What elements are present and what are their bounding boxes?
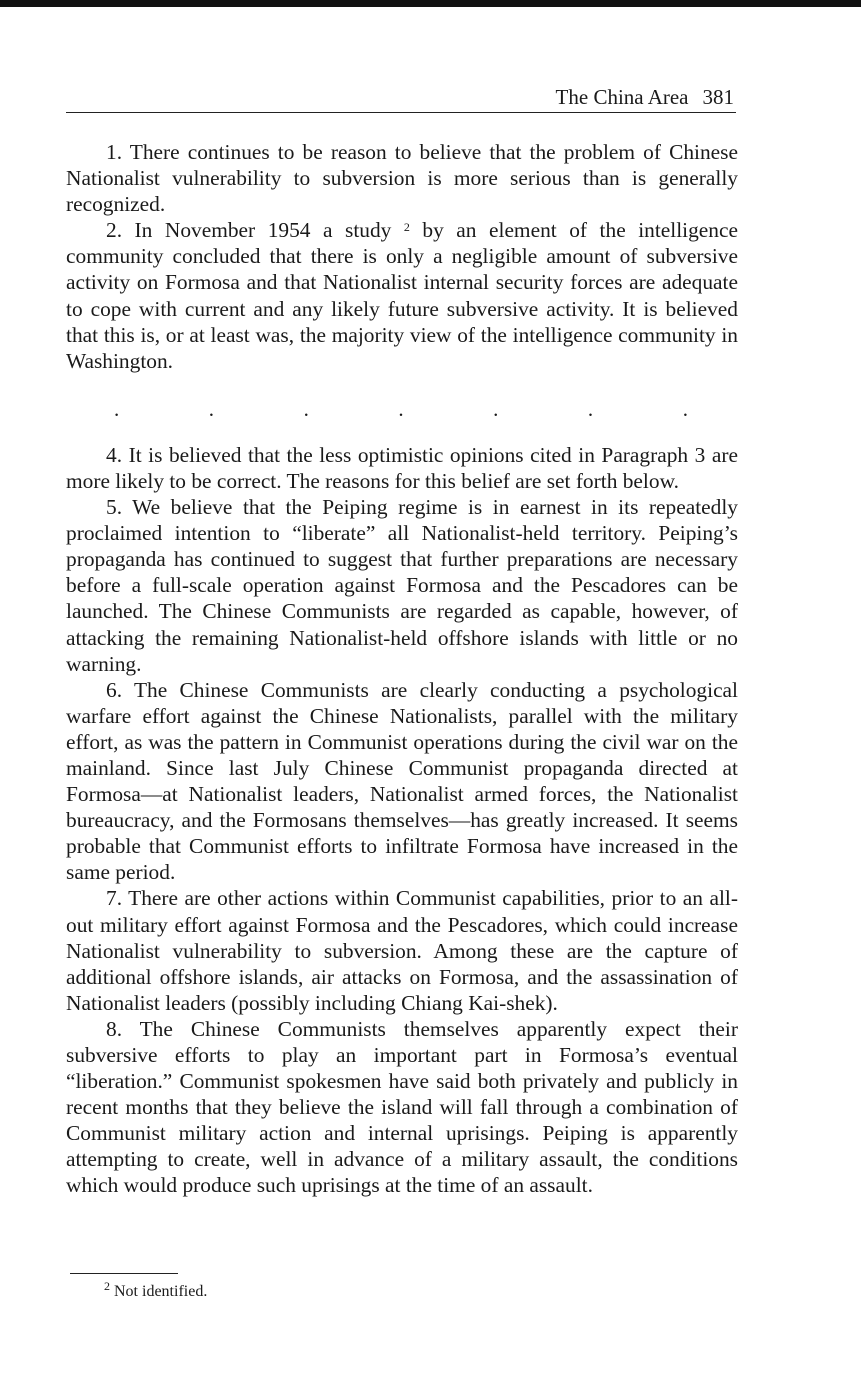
ellipsis-dot: . (114, 396, 120, 421)
running-header-text (556, 84, 734, 110)
paragraph-8: 8. The Chinese Communists themselves apparently expect their subversive efforts to play an important part in Formosa’s eventual “liberation.” Communist spokesmen have said both privately and publicly in recent months that they believe the island will fall through a combination of Communist military action and internal uprisings. Peiping is apparently attempting to create, well in advance of a military assault, the conditions which would produce such uprisings at the time of an assault. (66, 1016, 738, 1198)
page-top-border (0, 0, 861, 7)
paragraph-6: 6. The Chinese Communists are clearly conducting a psychological warfare effort against the Chinese Nationalists, parallel with the military effort, as was the pattern in Communist operations during the civil war on the mainland. Since last July Chinese Communist propaganda directed at Formosa—at Nationalist leaders, Nationalist armed forces, the Nationalist bureaucracy, and the Formosans themselves—has greatly increased. It seems probable that Communist efforts to infiltrate Formosa have increased in the same period. (66, 677, 738, 885)
omission-ellipsis (66, 396, 738, 422)
footnote-marker: 2 (104, 1279, 110, 1293)
ellipsis-dot: . (587, 396, 594, 421)
ellipsis-dot: . (493, 396, 499, 421)
paragraph-4: 4. It is believed that the less optimistic opinions cited in Paragraph 3 are more likely to be correct. The reasons for this belief are set forth below. (66, 442, 738, 493)
paragraph-5: 5. We believe that the Peiping regime is in earnest in its repeatedly proclaimed intention to “liberate” all Nationalist-held territory. Peiping’s propaganda has continued to suggest that further preparations are necessary before a full-scale operation against Formosa and the Pescadores can be launched. The Chinese Communists are regarded as capable, however, of attacking the remaining Nationalist-held offshore islands with little or no warning. (66, 495, 738, 676)
paragraph-1: 1. There continues to be reason to believe that the problem of Chinese Nationalist vulnerability to subversion is more serious than is generally recognized. (66, 140, 738, 217)
footnote-reference: 2 (403, 220, 410, 235)
ellipsis-dot: . (303, 396, 309, 421)
paragraph-2-rest: by an element of the intelligence community concluded that there is only a negligible amount of subversive activity on Formosa and that Nationalist internal security forces are adequate to cope with current and any likely future subversive activity. It is believed that this is, or at least was, the majority view of the intelligence community in Washington. (66, 218, 738, 373)
ellipsis-dot: . (208, 396, 215, 421)
running-header (66, 84, 736, 113)
footnote (104, 1279, 208, 1302)
paragraph-2 (66, 217, 738, 374)
footnote-rule (70, 1273, 178, 1274)
footnote-text: Not identified. (114, 1283, 208, 1300)
ellipsis-dot: . (682, 396, 688, 421)
page-number: 381 (702, 85, 734, 109)
running-header-title: The China Area (555, 85, 689, 109)
ellipsis-dot: . (398, 396, 404, 421)
document-body (66, 139, 738, 1199)
paragraph-7: 7. There are other actions within Communist capabilities, prior to an all-out military effort against Formosa and the Pescadores, which could increase Nationalist vulnerability to subversion. Among these are the capture of additional offshore islands, air attacks on Formosa, and the assassination of Nationalist leaders (possibly including Chiang Kai-shek). (66, 886, 738, 1015)
paragraph-2-lead: 2. In November 1954 a study (106, 218, 392, 243)
